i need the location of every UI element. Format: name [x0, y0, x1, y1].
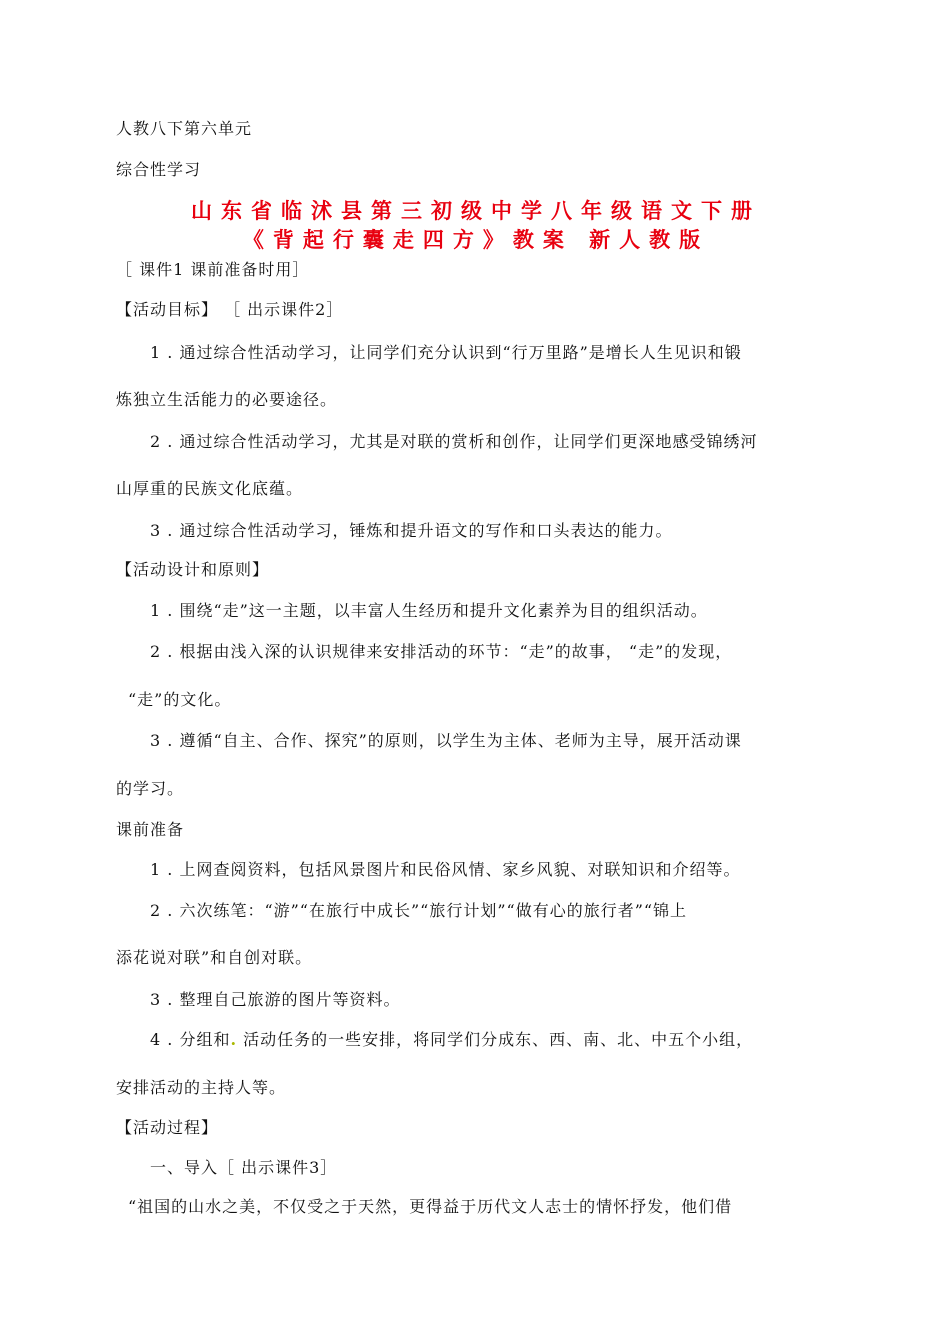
objective-line: 2 . 通过综合性活动学习，尤其是对联的赏析和创作，让同学们更深地感受锦绣河	[150, 432, 758, 451]
design-line: 3 . 遵循“自主、合作、探究”的原则，以学生为主体、老师为主导，展开活动课	[150, 731, 742, 750]
document-title-line-2: 《背起行囊走四方》教案 新人教版	[242, 227, 710, 252]
design-line: 1 . 围绕“走”这一主题，以丰富人生经历和提升文化素养为目的组织活动。	[150, 601, 708, 620]
prep-line: 2 . 六次练笔：“游”“在旅行中成长”“旅行计划”“做有心的旅行者”“锦上	[150, 901, 688, 920]
prep-line-4	[150, 1029, 870, 1051]
prep-line: 1 . 上网查阅资料，包括风景图片和民俗风情、家乡风貌、对联知识和介绍等。	[150, 860, 741, 879]
process-heading: 【活动过程】	[116, 1118, 219, 1137]
header-unit: 人教八下第六单元	[116, 119, 253, 138]
intro-text: “祖国的山水之美，不仅受之于天然，更得益于历代文人志士的情怀抒发，他们借	[128, 1197, 733, 1216]
stray-dot: .	[230, 1030, 238, 1049]
objective-line: 炼独立生活能力的必要途径。	[116, 390, 338, 409]
prep-line-4-end: 活动任务的一些安排，将同学们分成东、西、南、北、中五个小组，	[243, 1030, 754, 1049]
header-subject: 综合性学习	[116, 160, 202, 179]
document-title-line-1: 山东省临沭县第三初级中学八年级语文下册	[191, 198, 761, 223]
design-line: “走”的文化。	[128, 690, 232, 709]
objective-line: 1 . 通过综合性活动学习，让同学们充分认识到“行万里路”是增长人生见识和锻	[150, 343, 742, 362]
courseware-note: ［ 课件1 课前准备时用］	[116, 260, 310, 279]
prep-line: 安排活动的主持人等。	[116, 1078, 287, 1097]
objective-line: 3 . 通过综合性活动学习，锤炼和提升语文的写作和口头表达的能力。	[150, 521, 673, 540]
prep-line: 添花说对联”和自创对联。	[116, 948, 313, 967]
objective-line: 山厚重的民族文化底蕴。	[116, 479, 304, 498]
design-heading: 【活动设计和原则】	[116, 560, 270, 579]
design-line: 的学习。	[116, 779, 185, 798]
design-line: 2 . 根据由浅入深的认识规律来安排活动的环节：“走”的故事， “走”的发现，	[150, 642, 733, 661]
objectives-heading: 【活动目标】 ［ 出示课件2］	[116, 300, 344, 319]
prep-line-4-start: 4 . 分组和	[150, 1030, 231, 1049]
intro-heading: 一、导入［ 出示课件3］	[150, 1158, 338, 1177]
prep-line: 3 . 整理自己旅游的图片等资料。	[150, 990, 401, 1009]
prep-heading: 课前准备	[116, 820, 185, 839]
